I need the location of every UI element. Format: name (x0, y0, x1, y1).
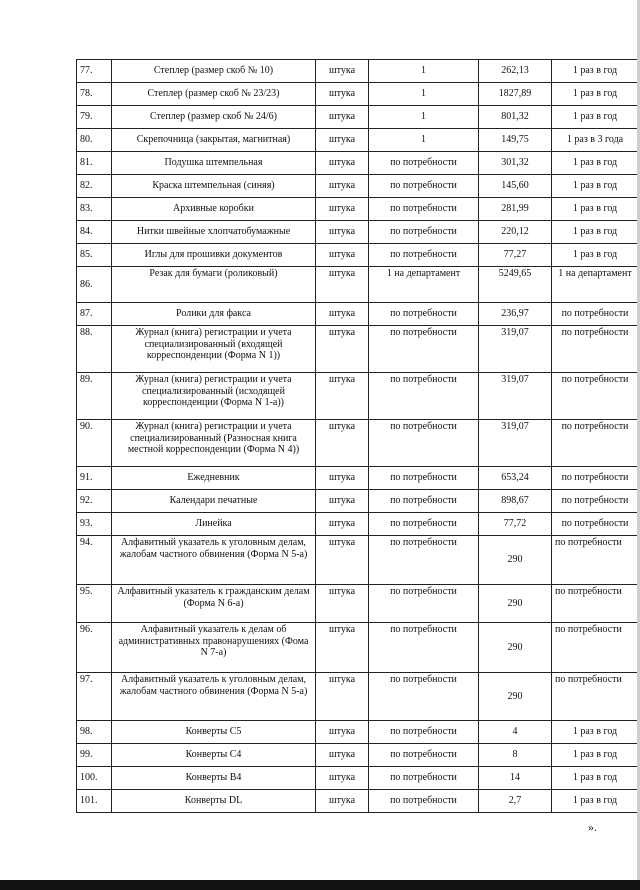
item-price: 898,67 (479, 490, 552, 513)
row-number: 94. (77, 536, 112, 585)
item-name: Конверты В4 (112, 767, 316, 790)
item-price: 290 (479, 673, 552, 721)
item-name: Нитки швейные хлопчатобумажные (112, 221, 316, 244)
item-name: Алфавитный указатель к гражданским делам (Форма N 6-а) (112, 585, 316, 623)
item-quantity: по потребности (369, 244, 479, 267)
row-number: 84. (77, 221, 112, 244)
row-number: 97. (77, 673, 112, 721)
row-number: 89. (77, 373, 112, 420)
table-row (77, 152, 639, 175)
table-row (77, 467, 639, 490)
item-unit: штука (316, 326, 369, 373)
item-name: Календари печатные (112, 490, 316, 513)
item-unit: штука (316, 106, 369, 129)
item-frequency: по потребности (552, 513, 639, 536)
item-quantity: по потребности (369, 585, 479, 623)
item-name: Подушка штемпельная (112, 152, 316, 175)
item-unit: штука (316, 767, 369, 790)
item-quantity: 1 на департамент (369, 267, 479, 303)
item-name: Иглы для прошивки документов (112, 244, 316, 267)
item-price: 149,75 (479, 129, 552, 152)
item-unit: штука (316, 673, 369, 721)
table-row (77, 767, 639, 790)
item-price: 290 (479, 585, 552, 623)
item-quantity: по потребности (369, 152, 479, 175)
item-quantity: по потребности (369, 623, 479, 673)
item-price: 281,99 (479, 198, 552, 221)
item-price: 8 (479, 744, 552, 767)
item-quantity: по потребности (369, 326, 479, 373)
row-number: 78. (77, 83, 112, 106)
item-unit: штука (316, 373, 369, 420)
item-unit: штука (316, 490, 369, 513)
item-name: Алфавитный указатель к делам об административных правонарушениях (Фома N 7-а) (112, 623, 316, 673)
item-price: 319,07 (479, 326, 552, 373)
row-number: 95. (77, 585, 112, 623)
item-frequency: 1 раз в год (552, 767, 639, 790)
item-name: Конверты С5 (112, 721, 316, 744)
row-number: 98. (77, 721, 112, 744)
table-row (77, 513, 639, 536)
item-name: Ролики для факса (112, 303, 316, 326)
item-price: 801,32 (479, 106, 552, 129)
table-row (77, 129, 639, 152)
item-frequency: 1 раз в год (552, 60, 639, 83)
supplies-table (76, 59, 639, 813)
table-row (77, 267, 639, 303)
table-row (77, 585, 639, 623)
item-quantity: по потребности (369, 175, 479, 198)
item-price: 77,27 (479, 244, 552, 267)
item-quantity: 1 (369, 83, 479, 106)
item-price: 290 (479, 536, 552, 585)
table-row (77, 490, 639, 513)
item-name: Степлер (размер скоб № 10) (112, 60, 316, 83)
item-name: Конверты С4 (112, 744, 316, 767)
item-unit: штука (316, 585, 369, 623)
item-price: 653,24 (479, 467, 552, 490)
item-quantity: по потребности (369, 221, 479, 244)
item-frequency: 1 раз в год (552, 244, 639, 267)
item-quantity: по потребности (369, 790, 479, 813)
item-frequency: 1 раз в год (552, 721, 639, 744)
item-name: Конверты DL (112, 790, 316, 813)
item-name: Скрепочница (закрытая, магнитная) (112, 129, 316, 152)
item-quantity: по потребности (369, 536, 479, 585)
item-unit: штука (316, 467, 369, 490)
item-unit: штука (316, 536, 369, 585)
item-price: 14 (479, 767, 552, 790)
item-frequency: по потребности (552, 420, 639, 467)
table-row (77, 623, 639, 673)
item-price: 290 (479, 623, 552, 673)
item-name: Резак для бумаги (роликовый) (112, 267, 316, 303)
item-price: 319,07 (479, 420, 552, 467)
item-price: 1827,89 (479, 83, 552, 106)
item-name: Алфавитный указатель к уголовным делам, жалобам частного обвинения (Форма N 5-а) (112, 536, 316, 585)
item-price: 220,12 (479, 221, 552, 244)
item-name: Степлер (размер скоб № 24/6) (112, 106, 316, 129)
item-unit: штука (316, 175, 369, 198)
table-row (77, 198, 639, 221)
table-row (77, 221, 639, 244)
item-frequency: по потребности (552, 673, 639, 721)
table-row (77, 673, 639, 721)
item-price: 4 (479, 721, 552, 744)
item-unit: штука (316, 152, 369, 175)
item-unit: штука (316, 744, 369, 767)
item-quantity: по потребности (369, 721, 479, 744)
item-price: 236,97 (479, 303, 552, 326)
item-frequency: по потребности (552, 585, 639, 623)
item-frequency: по потребности (552, 467, 639, 490)
item-frequency: 1 раз в год (552, 744, 639, 767)
row-number: 99. (77, 744, 112, 767)
item-unit: штука (316, 267, 369, 303)
item-unit: штука (316, 83, 369, 106)
table-row (77, 303, 639, 326)
item-quantity: по потребности (369, 744, 479, 767)
table-row (77, 721, 639, 744)
item-frequency: по потребности (552, 326, 639, 373)
row-number: 92. (77, 490, 112, 513)
row-number: 93. (77, 513, 112, 536)
item-unit: штука (316, 129, 369, 152)
item-frequency: 1 раз в год (552, 221, 639, 244)
item-frequency: по потребности (552, 536, 639, 585)
item-frequency: по потребности (552, 373, 639, 420)
item-quantity: по потребности (369, 673, 479, 721)
item-name: Краска штемпельная (синяя) (112, 175, 316, 198)
item-quantity: 1 (369, 129, 479, 152)
item-name: Архивные коробки (112, 198, 316, 221)
table-row (77, 106, 639, 129)
item-name: Алфавитный указатель к уголовным делам, жалобам частного обвинения (Форма N 5-а) (112, 673, 316, 721)
item-unit: штука (316, 244, 369, 267)
item-price: 77,72 (479, 513, 552, 536)
item-quantity: по потребности (369, 373, 479, 420)
item-frequency: 1 раз в год (552, 175, 639, 198)
table-row (77, 536, 639, 585)
item-unit: штука (316, 513, 369, 536)
row-number: 100. (77, 767, 112, 790)
item-name: Журнал (книга) регистрации и учета специализированный (входящей корреспонденции (Форма N 1)) (112, 326, 316, 373)
item-frequency: 1 раз в год (552, 198, 639, 221)
item-unit: штука (316, 303, 369, 326)
row-number: 77. (77, 60, 112, 83)
item-frequency: по потребности (552, 303, 639, 326)
item-unit: штука (316, 420, 369, 467)
row-number: 88. (77, 326, 112, 373)
item-quantity: 1 (369, 60, 479, 83)
item-quantity: 1 (369, 106, 479, 129)
item-unit: штука (316, 198, 369, 221)
item-price: 2,7 (479, 790, 552, 813)
row-number: 87. (77, 303, 112, 326)
item-price: 301,32 (479, 152, 552, 175)
item-frequency: 1 раз в год (552, 152, 639, 175)
item-quantity: по потребности (369, 767, 479, 790)
item-quantity: по потребности (369, 513, 479, 536)
item-price: 319,07 (479, 373, 552, 420)
row-number: 79. (77, 106, 112, 129)
row-number: 91. (77, 467, 112, 490)
table-row (77, 373, 639, 420)
item-name: Ежедневник (112, 467, 316, 490)
table-row (77, 326, 639, 373)
item-unit: штука (316, 623, 369, 673)
row-number: 90. (77, 420, 112, 467)
table-row (77, 175, 639, 198)
item-name: Журнал (книга) регистрации и учета специализированный (исходящей корреспонденции (Форма N 1-а)) (112, 373, 316, 420)
row-number: 83. (77, 198, 112, 221)
supplies-table-body (77, 60, 639, 813)
item-unit: штука (316, 721, 369, 744)
item-quantity: по потребности (369, 490, 479, 513)
item-quantity: по потребности (369, 420, 479, 467)
item-frequency: по потребности (552, 623, 639, 673)
table-row (77, 420, 639, 467)
item-unit: штука (316, 790, 369, 813)
row-number: 81. (77, 152, 112, 175)
item-name: Линейка (112, 513, 316, 536)
item-quantity: по потребности (369, 303, 479, 326)
item-name: Журнал (книга) регистрации и учета специализированный (Разносная книга местной корреспонденции (Форма N 4)) (112, 420, 316, 467)
item-unit: штука (316, 221, 369, 244)
item-price: 145,60 (479, 175, 552, 198)
item-name: Степлер (размер скоб № 23/23) (112, 83, 316, 106)
item-frequency: 1 раз в год (552, 790, 639, 813)
table-row (77, 790, 639, 813)
row-number: 101. (77, 790, 112, 813)
item-frequency: 1 раз в 3 года (552, 129, 639, 152)
scan-bottom-strip (0, 880, 640, 890)
item-frequency: 1 раз в год (552, 106, 639, 129)
item-quantity: по потребности (369, 467, 479, 490)
row-number: 86. (77, 267, 112, 303)
table-row (77, 244, 639, 267)
row-number: 80. (77, 129, 112, 152)
item-quantity: по потребности (369, 198, 479, 221)
item-frequency: 1 раз в год (552, 83, 639, 106)
item-unit: штука (316, 60, 369, 83)
item-frequency: 1 на департамент (552, 267, 639, 303)
item-price: 262,13 (479, 60, 552, 83)
item-frequency: по потребности (552, 490, 639, 513)
table-row (77, 744, 639, 767)
row-number: 82. (77, 175, 112, 198)
row-number: 85. (77, 244, 112, 267)
closing-quote-mark: ». (588, 820, 597, 834)
row-number: 96. (77, 623, 112, 673)
item-price: 5249,65 (479, 267, 552, 303)
table-row (77, 83, 639, 106)
table-row (77, 60, 639, 83)
